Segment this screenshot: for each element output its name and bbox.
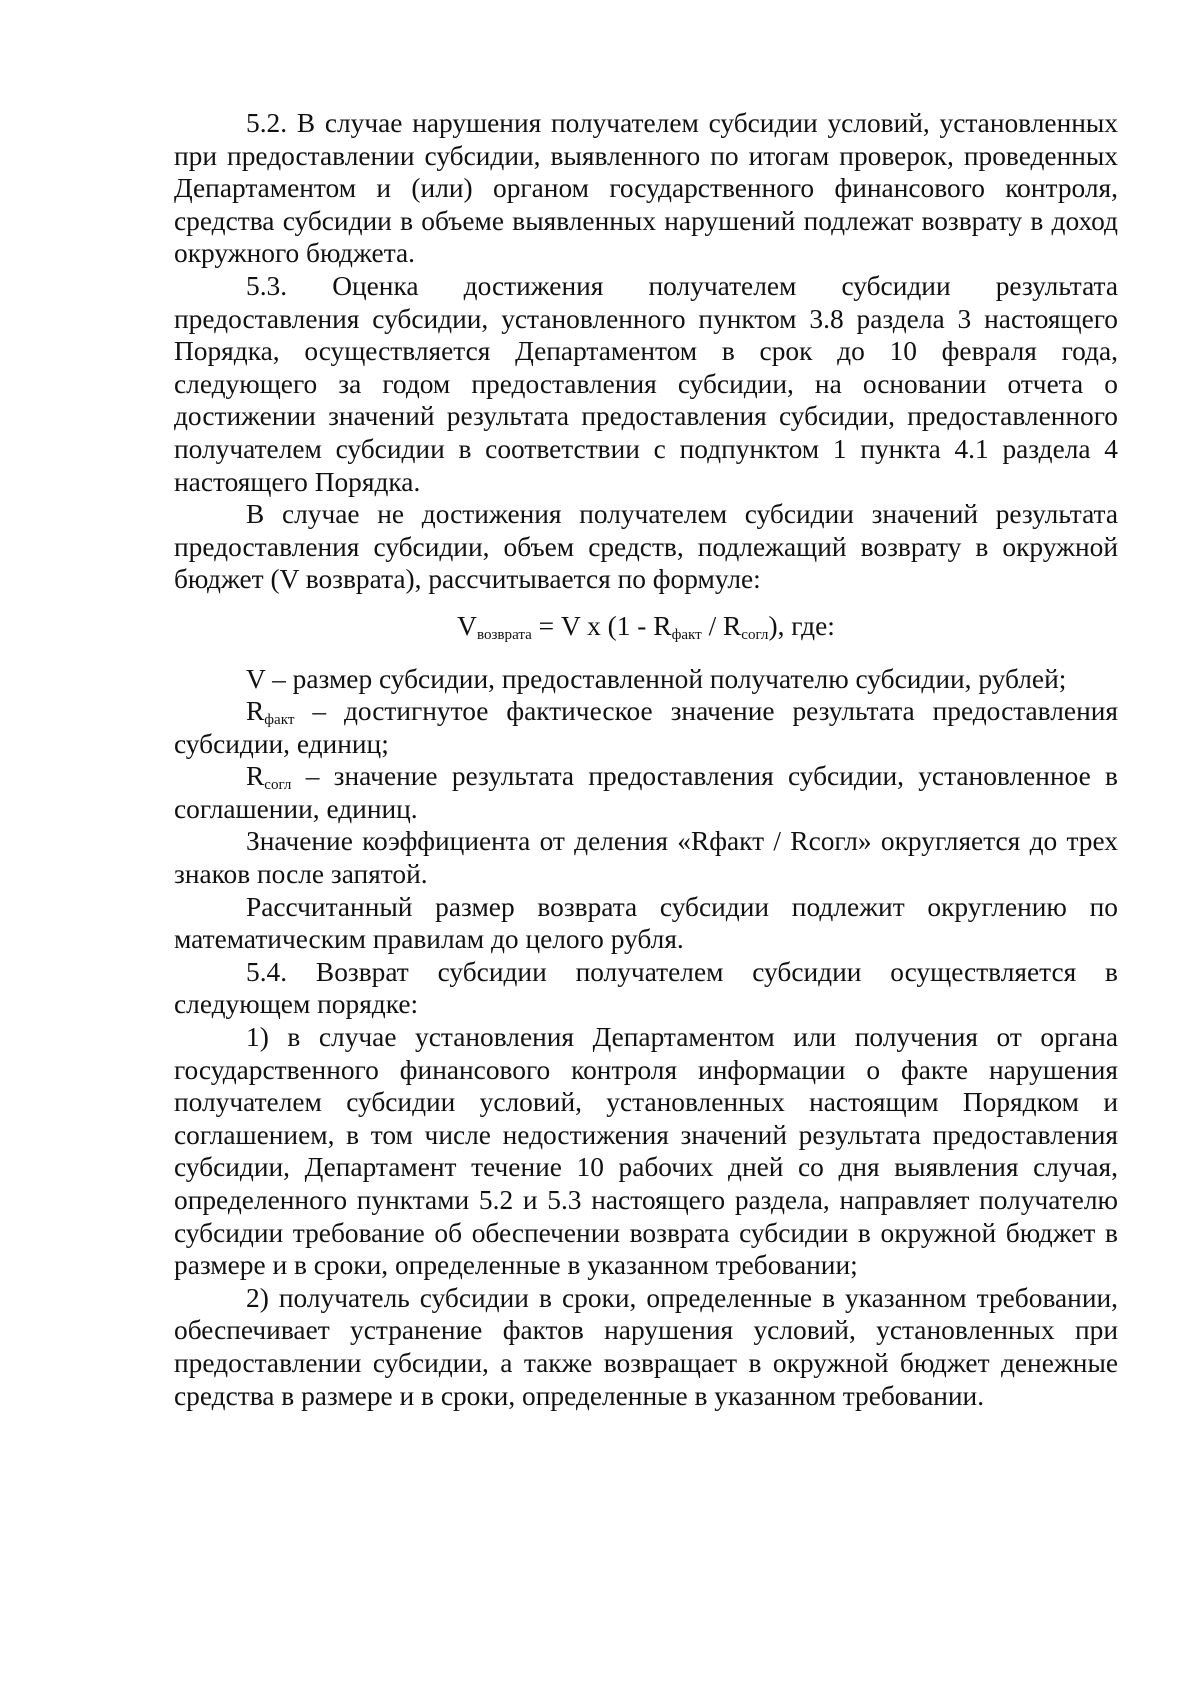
- definition-rfact-subscript: факт: [264, 711, 295, 728]
- paragraph-5-4: 5.4. Возврат субсидии получателем субсидии осуществляется в следующем порядке:: [174, 956, 1118, 1020]
- definition-rfact-text: – достигнутое фактическое значение результата предоставления субсидии, единиц;: [174, 696, 1118, 759]
- definition-v: V – размер субсидии, предоставленной получателю субсидии, рублей;: [246, 663, 1067, 694]
- paragraph-5-2: 5.2. В случае нарушения получателем субсидии условий, установленных при предоставлении субсидии, выявленного по итогам проверок, проведенных Департаментом и (или) органом государственного финансового контроля, средства субсидии в объеме выявленных нарушений подлежат возврату в доход окружного бюджета.: [174, 108, 1118, 269]
- paragraph-5-3: 5.3. Оценка достижения получателем субсидии результата предоставления субсидии, установленного пунктом 3.8 раздела 3 настоящего Порядка, осуществляется Департаментом в срок до 10 февраля года, следующего за годом предоставления субсидии, на основании отчета о достижении значений результата предоставления субсидии, предоставленного получателем субсидии в соответствии с подпунктом 1 пункта 4.1 раздела 4 настоящего Порядка.: [174, 270, 1118, 497]
- document-body: [174, 107, 1118, 1412]
- formula-division: / R: [701, 610, 742, 641]
- paragraph-amount-rounding: Рассчитанный размер возврата субсидии подлежит округлению по математическим правилам до целого рубля.: [174, 891, 1118, 955]
- formula-v: V: [457, 610, 477, 641]
- formula-rsogl-subscript: согл: [741, 626, 769, 643]
- formula-v-subscript: возврата: [476, 626, 532, 643]
- formula-equation: = V x (1 - R: [531, 610, 672, 641]
- paragraph-item-2: 2) получатель субсидии в сроки, определенные в указанном требовании, обеспечивает устранение фактов нарушения условий, установленных при предоставлении субсидии, а также возвращает в окружной бюджет денежные средства в размере и в сроки, определенные в указанном требовании.: [174, 1282, 1118, 1411]
- definition-rfact: [174, 695, 1118, 760]
- paragraph-return-volume: В случае не достижения получателем субсидии значений результата предоставления субсидии, объем средств, подлежащий возврату в окружной бюджет (V возврата), рассчитывается по формуле:: [174, 499, 1118, 595]
- return-formula: [174, 610, 1118, 643]
- formula-tail: ), где:: [768, 610, 835, 641]
- formula-rfact-subscript: факт: [671, 626, 702, 643]
- definition-rsogl-symbol: R: [246, 761, 265, 792]
- paragraph-item-1: 1) в случае установления Департаментом или получения от органа государственного финансового контроля информации о факте нарушения получателем субсидии условий, установленных настоящим Порядком и соглашением, в том числе недостижения значений результата предоставления субсидии, Департамент течение 10 рабочих дней со дня выявления случая, определенного пунктами 5.2 и 5.3 настоящего раздела, направляет получателю субсидии требование об обеспечении возврата субсидии в окружной бюджет в размере и в сроки, определенные в указанном требовании;: [174, 1022, 1118, 1281]
- definition-rfact-symbol: R: [246, 696, 265, 727]
- paragraph-coefficient-rounding: Значение коэффициента от деления «Rфакт / Rсогл» округляется до трех знаков после запятой.: [174, 826, 1118, 890]
- definition-rsogl-text: – значение результата предоставления субсидии, установленное в соглашении, единиц.: [174, 761, 1118, 824]
- definition-rsogl-subscript: согл: [264, 777, 292, 794]
- definition-rsogl: [174, 760, 1118, 825]
